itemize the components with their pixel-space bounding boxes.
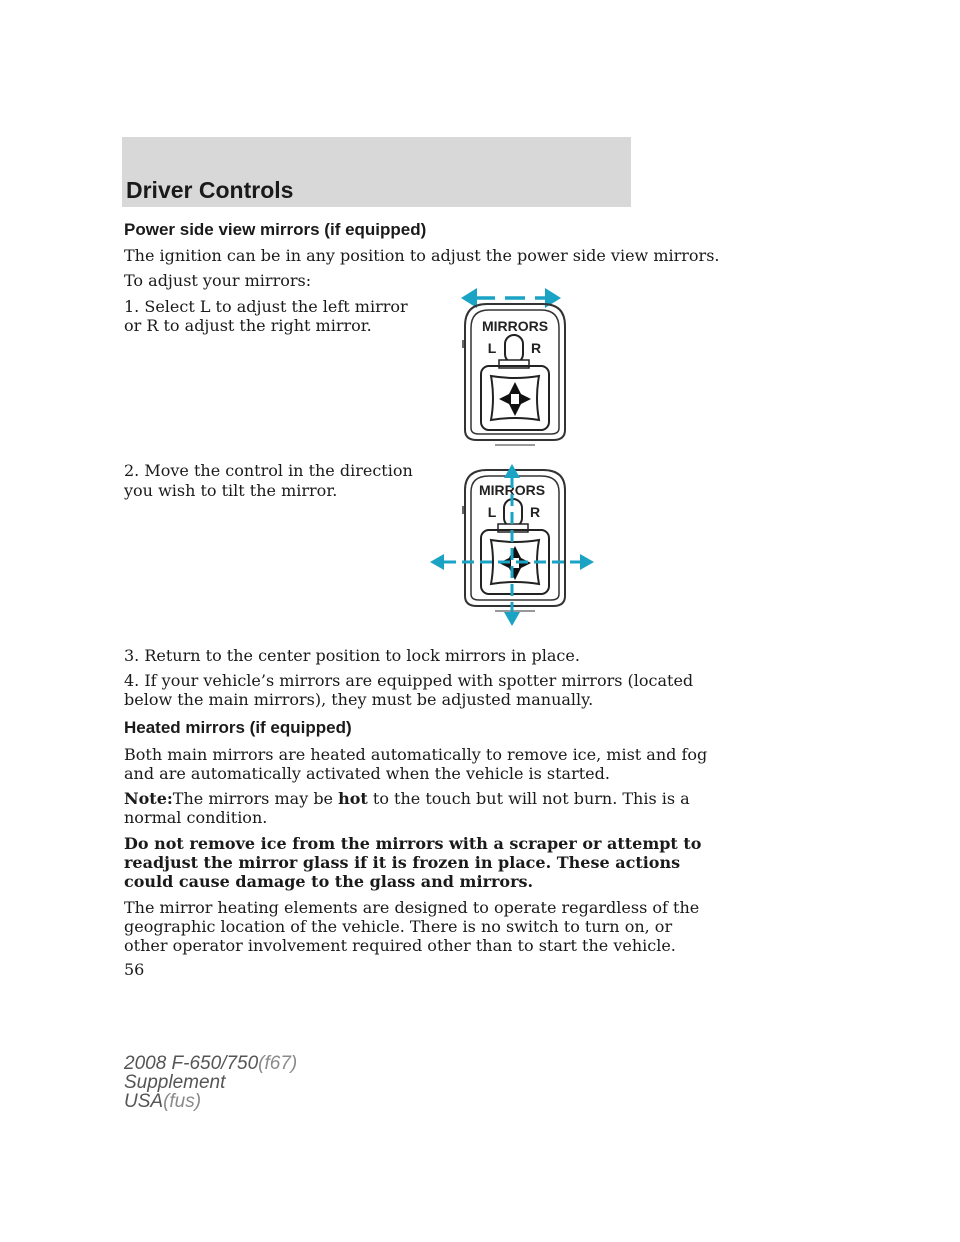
note-part-2: to the touch but will not burn. This is a — [367, 789, 690, 808]
footer-model-line — [124, 1054, 297, 1073]
footer-model: 2008 F-650/750 — [124, 1053, 259, 1074]
warning-line-2: readjust the mirror glass if it is frozen in place. These actions — [124, 853, 681, 872]
right-label-2: R — [529, 504, 541, 520]
mirrors-label: MIRRORS — [481, 318, 549, 334]
heated-p1-line-2: and are automatically activated when the vehicle is started. — [124, 764, 610, 783]
footer-market-line — [124, 1092, 201, 1111]
step-3: 3. Return to the center position to lock mirrors in place. — [124, 646, 580, 665]
selector-knob-icon — [505, 335, 523, 363]
lead-text: To adjust your mirrors: — [124, 271, 312, 290]
heated-p2-line-2: geographic location of the vehicle. There is no switch to turn on, or — [124, 917, 673, 936]
note-label: Note: — [124, 789, 173, 808]
heading-power-mirrors: Power side view mirrors (if equipped) — [124, 220, 427, 239]
heading-heated-mirrors: Heated mirrors (if equipped) — [124, 718, 352, 737]
note-line-2: normal condition. — [124, 808, 268, 827]
page-number: 56 — [124, 960, 145, 979]
step-2-line-1: 2. Move the control in the direction — [124, 461, 413, 480]
note-hot: hot — [338, 789, 368, 808]
note-part-1: The mirrors may be — [172, 789, 339, 808]
footer-market-code: (fus) — [163, 1091, 202, 1112]
heated-p2-line-3: other operator involvement required other than to start the vehicle. — [124, 936, 676, 955]
heated-p1-line-1: Both main mirrors are heated automatically to remove ice, mist and fog — [124, 745, 708, 764]
step-2-line-2: you wish to tilt the mirror. — [124, 481, 338, 500]
warning-line-1: Do not remove ice from the mirrors with a scraper or attempt to — [124, 834, 702, 853]
mirrors-label-2: MIRRORS — [478, 482, 546, 498]
heated-p2-line-1: The mirror heating elements are designed to operate regardless of the — [124, 898, 700, 917]
mirror-switch-figure-select — [435, 280, 600, 450]
left-label-2: L — [487, 504, 497, 520]
mirror-switch-figure-tilt — [420, 462, 600, 628]
footer-model-code: (f67) — [258, 1053, 298, 1074]
page-title: Driver Controls — [126, 177, 294, 203]
warning-line-3: could cause damage to the glass and mirrors. — [124, 872, 534, 891]
intro-text: The ignition can be in any position to adjust the power side view mirrors. — [124, 246, 720, 265]
step-4-line-1: 4. If your vehicle’s mirrors are equipped with spotter mirrors (located — [124, 671, 694, 690]
right-label: R — [530, 340, 542, 356]
step-4-line-2: below the main mirrors), they must be adjusted manually. — [124, 690, 594, 709]
footer-doc-type: Supplement — [124, 1072, 226, 1093]
step-1-line-2: or R to adjust the right mirror. — [124, 316, 372, 335]
note-line-1 — [124, 789, 690, 808]
left-label: L — [487, 340, 497, 356]
step-1-line-1: 1. Select L to adjust the left mirror — [124, 297, 408, 316]
footer-market: USA — [124, 1091, 164, 1112]
